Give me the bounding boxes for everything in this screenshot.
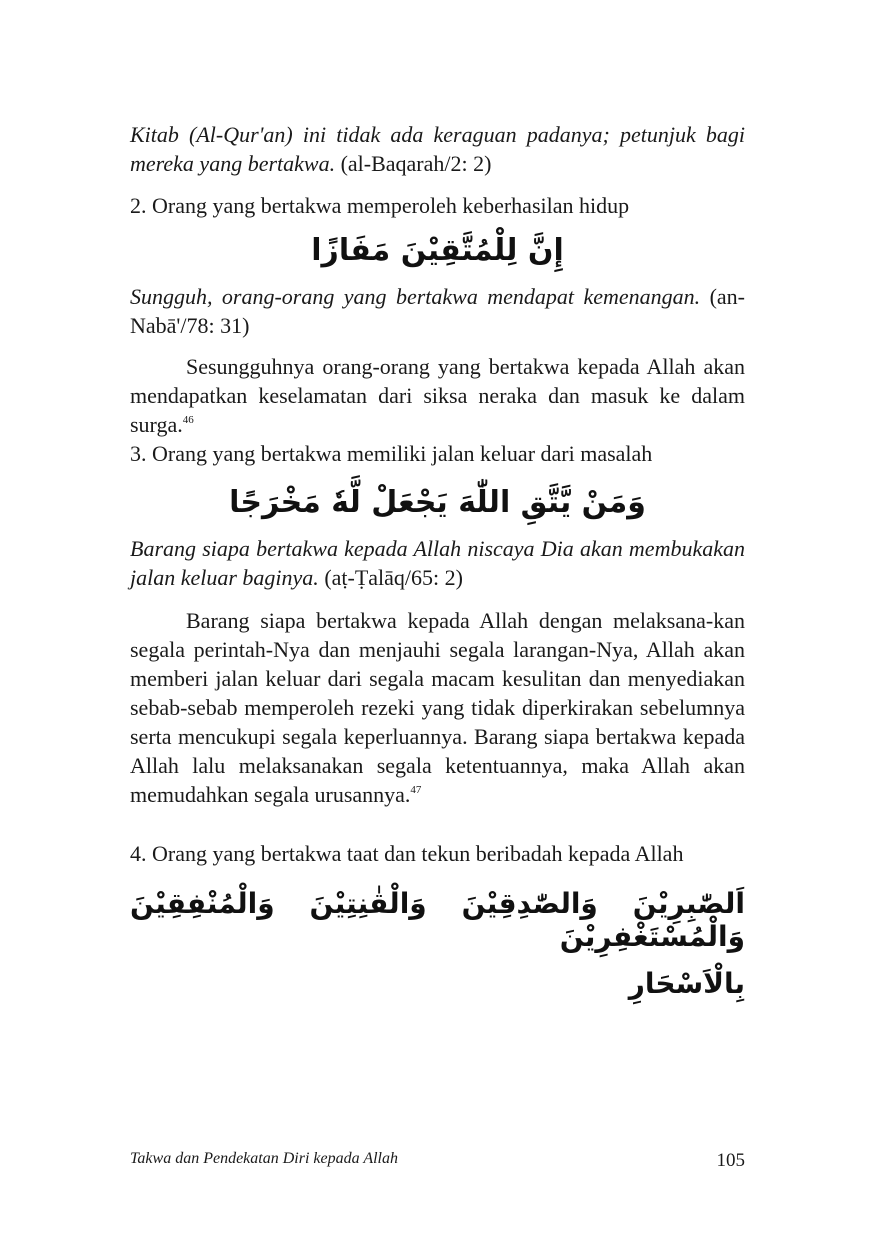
translation-2-reference: (an-Nabā'/78: 31): [130, 284, 745, 338]
arabic-verse-4-line1: اَلصّٰبِرِيْنَ وَالصّٰدِقِيْنَ وَالْقٰنِتِيْنَ وَالْمُنْفِقِيْنَ وَالْمُسْتَغْفِرِيْنَ: [130, 887, 745, 953]
translation-3: [130, 534, 745, 592]
footnote-47: 47: [410, 784, 422, 796]
intro-italic-2: mereka yang bertakwa.: [130, 151, 336, 176]
intro-italic-1: Kitab (Al-Qur'an) ini tidak ada keraguan padanya; petunjuk bagi: [130, 122, 745, 147]
arabic-verse-4-line2: بِالْاَسْحَارِ: [628, 967, 745, 1000]
translation-3-reference: (aṭ-Ṭalāq/65: 2): [318, 565, 463, 590]
paragraph-1-text: Sesungguhnya orang-orang yang bertakwa kepada Allah akan mendapatkan keselamatan dari siksa neraka dan masuk ke dalam surga.: [130, 354, 745, 437]
footnote-46: 46: [182, 414, 194, 426]
translation-2-italic: Sungguh, orang-orang yang bertakwa mendapat kemenangan.: [130, 284, 701, 309]
item2-heading: 2. Orang yang bertakwa memperoleh keberhasilan hidup: [130, 193, 630, 218]
item4-heading: 4. Orang yang bertakwa taat dan tekun beribadah kepada Allah: [130, 841, 684, 866]
paragraph-2: [130, 606, 745, 809]
footer-book-title: Takwa dan Pendekatan Diri kepada Allah: [130, 1150, 398, 1167]
arabic-verse-2: إِنَّ لِلْمُتَّقِيْنَ مَفَازًا: [311, 233, 564, 268]
page-number: 105: [716, 1150, 745, 1171]
item3-heading: 3. Orang yang bertakwa memiliki jalan keluar dari masalah: [130, 441, 653, 466]
intro-reference: (al-Baqarah/2: 2): [335, 151, 492, 176]
translation-2: [130, 282, 745, 340]
intro-translation-line1: [130, 120, 745, 149]
paragraph-1: [130, 352, 745, 439]
arabic-verse-3: وَمَنْ يَّتَّقِ اللّٰهَ يَجْعَلْ لَّهٗ مَخْرَجًا: [229, 485, 646, 520]
page-footer: [130, 1150, 745, 1172]
intro-translation-line2: [130, 149, 745, 179]
translation-3-italic: Barang siapa bertakwa kepada Allah niscaya Dia akan membukakan jalan keluar baginya.: [130, 536, 745, 590]
page-content: [130, 120, 745, 1000]
paragraph-2-text: Barang siapa bertakwa kepada Allah dengan melaksana-kan segala perintah-Nya dan menjauhi segala larangan-Nya, Allah akan memberi jalan keluar dari segala macam kesulitan dan menyediakan sebab-sebab memperoleh rezeki yang tidak diperkirakan sebelumnya serta mencukupi segala keperluannya. Barang siapa bertakwa kepada Allah lalu melaksanakan segala ketentuannya, maka Allah akan memudahkan segala urusannya.: [130, 608, 745, 807]
